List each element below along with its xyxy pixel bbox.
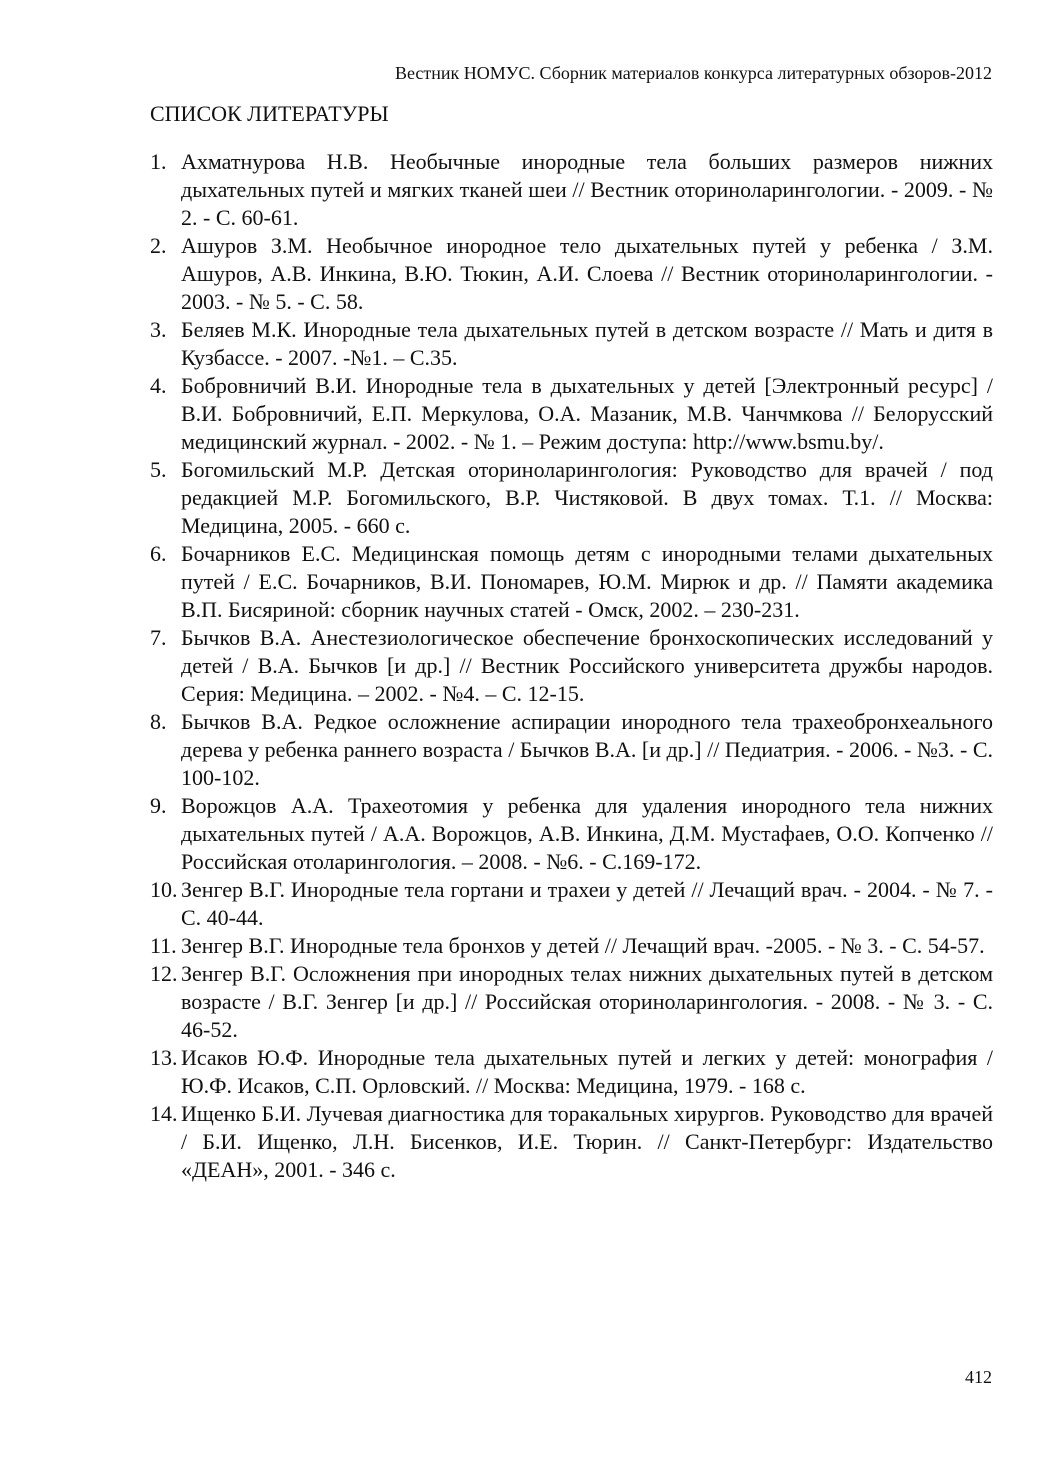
reference-text: Зенгер В.Г. Осложнения при инородных телах нижних дыхательных путей в детском возрасте / В.Г. Зенгер [и др.] // Российская оториноларингология. - 2008. - № 3. - С. 46-52. xyxy=(181,961,993,1042)
reference-text: Зенгер В.Г. Инородные тела бронхов у детей // Лечащий врач. -2005. - № 3. - С. 54-57. xyxy=(181,933,985,958)
reference-number: 3. xyxy=(150,317,167,342)
reference-item xyxy=(150,1044,993,1100)
reference-text: Ашуров З.М. Необычное инородное тело дыхательных путей у ребенка / З.М. Ашуров, А.В. Инкина, В.Ю. Тюкин, А.И. Слоева // Вестник оториноларингологии. - 2003. - № 5. - С. 58. xyxy=(181,233,993,314)
reference-number: 9. xyxy=(150,793,167,818)
reference-item xyxy=(150,1100,993,1184)
reference-number: 8. xyxy=(150,709,167,734)
reference-number: 10. xyxy=(150,877,178,902)
reference-number: 13. xyxy=(150,1045,178,1070)
page-number: 412 xyxy=(965,1367,992,1387)
reference-number: 12. xyxy=(150,961,178,986)
reference-item xyxy=(150,932,993,960)
reference-text: Бычков В.А. Анестезиологическое обеспечение бронхоскопических исследований у детей / В.А. Бычков [и др.] // Вестник Российского университета дружбы народов. Серия: Медицина. – 2002. - №4. – С. 12-15. xyxy=(181,625,993,706)
reference-item xyxy=(150,232,993,316)
reference-item xyxy=(150,624,993,708)
reference-text: Исаков Ю.Ф. Инородные тела дыхательных путей и легких у детей: монография / Ю.Ф. Исаков, С.П. Орловский. // Москва: Медицина, 1979. - 168 с. xyxy=(181,1045,993,1098)
reference-item xyxy=(150,876,993,932)
reference-number: 5. xyxy=(150,457,167,482)
reference-text: Ворожцов А.А. Трахеотомия у ребенка для удаления инородного тела нижних дыхательных путей / А.А. Ворожцов, А.В. Инкина, Д.М. Мустафаев, О.О. Копченко // Российская отоларингология. – 2008. - №6. - С.169-172. xyxy=(181,793,993,874)
reference-number: 6. xyxy=(150,541,167,566)
reference-text: Бочарников Е.С. Медицинская помощь детям с инородными телами дыхательных путей / Е.С. Бочарников, В.И. Пономарев, Ю.М. Мирюк и др. // Памяти академика В.П. Бисяриной: сборник научных статей - Омск, 2002. – 230-231. xyxy=(181,541,993,622)
section-title: СПИСОК ЛИТЕРАТУРЫ xyxy=(150,101,389,126)
reference-item xyxy=(150,316,993,372)
reference-item xyxy=(150,708,993,792)
reference-number: 7. xyxy=(150,625,167,650)
reference-text: Бобровничий В.И. Инородные тела в дыхательных у детей [Электронный ресурс] / В.И. Бобровничий, Е.П. Меркулова, О.А. Мазаник, М.В. Чанчмкова // Белорусский медицинский журнал. - 2002. - № 1. – Режим доступа: http://www.bsmu.by/. xyxy=(181,373,993,454)
reference-list xyxy=(150,148,993,1184)
reference-item xyxy=(150,148,993,232)
reference-text: Ахматнурова Н.В. Необычные инородные тела больших размеров нижних дыхательных путей и мягких тканей шеи // Вестник оториноларингологии. - 2009. - № 2. - С. 60-61. xyxy=(181,149,993,230)
reference-item xyxy=(150,456,993,540)
reference-number: 14. xyxy=(150,1101,178,1126)
reference-text: Зенгер В.Г. Инородные тела гортани и трахеи у детей // Лечащий врач. - 2004. - № 7. - С. 40-44. xyxy=(181,877,993,930)
reference-text: Ищенко Б.И. Лучевая диагностика для торакальных хирургов. Руководство для врачей / Б.И. Ищенко, Л.Н. Бисенков, И.Е. Тюрин. // Санкт-Петербург: Издательство «ДЕАН», 2001. - 346 с. xyxy=(181,1101,993,1182)
reference-item xyxy=(150,372,993,456)
reference-number: 4. xyxy=(150,373,167,398)
reference-number: 2. xyxy=(150,233,167,258)
reference-number: 11. xyxy=(150,933,177,958)
reference-item xyxy=(150,792,993,876)
reference-number: 1. xyxy=(150,149,167,174)
reference-item xyxy=(150,540,993,624)
running-header: Вестник НОМУС. Сборник материалов конкурса литературных обзоров-2012 xyxy=(394,63,992,83)
reference-item xyxy=(150,960,993,1044)
reference-text: Бычков В.А. Редкое осложнение аспирации инородного тела трахеобронхеального дерева у ребенка раннего возраста / Бычков В.А. [и др.] // Педиатрия. - 2006. - №3. - С. 100-102. xyxy=(181,709,993,790)
reference-text: Богомильский М.Р. Детская оториноларингология: Руководство для врачей / под редакцией М.Р. Богомильского, В.Р. Чистяковой. В двух томах. Т.1. // Москва: Медицина, 2005. - 660 с. xyxy=(181,457,993,538)
reference-text: Беляев М.К. Инородные тела дыхательных путей в детском возрасте // Мать и дитя в Кузбассе. - 2007. -№1. – С.35. xyxy=(181,317,993,370)
